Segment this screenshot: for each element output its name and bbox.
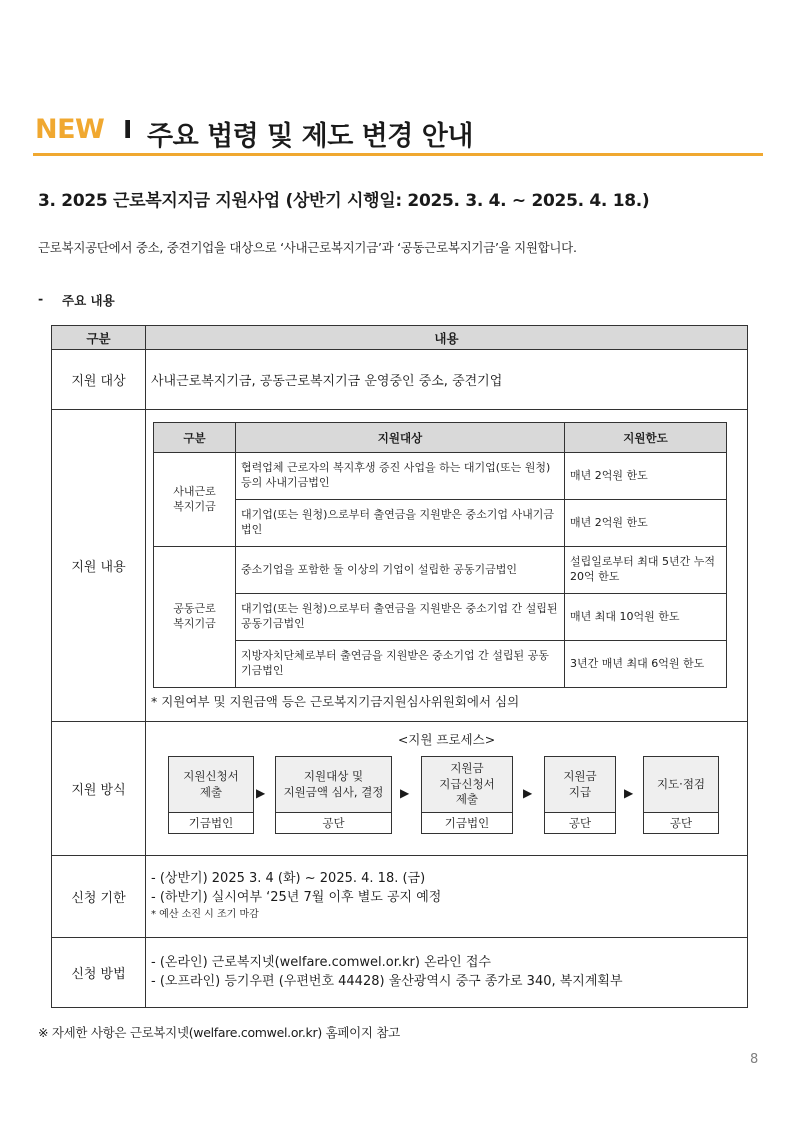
inner-header-limit: 지원한도 (565, 423, 727, 453)
step-text: 지도·점검 (656, 776, 706, 791)
group-name-line: 사내근로 (173, 484, 216, 498)
support-note: * 지원여부 및 지원금액 등은 근로복지기금지원심사위원회에서 심의 (151, 694, 520, 709)
limit-cell: 설립일로부터 최대 5년간 누적 20억 한도 (565, 547, 727, 594)
inner-header-target: 지원대상 (236, 423, 565, 453)
step-text: 지원금 (450, 761, 484, 776)
process-step (168, 756, 254, 834)
header-category: 구분 (52, 326, 146, 350)
arrow-right-icon: ▶ (624, 786, 634, 800)
step-actor: 기금법인 (444, 816, 490, 830)
arrow-right-icon: ▶ (523, 786, 533, 800)
target-label: 지원 대상 (52, 350, 146, 410)
step-actor: 공단 (322, 816, 345, 830)
group-name-line: 복지기금 (173, 499, 216, 513)
header-content: 내용 (146, 326, 748, 350)
support-content-label: 지원 내용 (52, 410, 146, 722)
support-content-cell (146, 410, 748, 722)
target-cell: 대기업(또는 원청)으로부터 출연금을 지원받은 중소기업 간 설립된 공동기금법인 (236, 594, 565, 641)
process-step (275, 756, 392, 834)
page-title: 주요 법령 및 제도 변경 안내 (147, 121, 473, 152)
target-content: 사내근로복지기금, 공동근로복지기금 운영중인 중소, 중견기업 (146, 350, 748, 410)
method-cell (146, 722, 748, 856)
table-row (154, 547, 727, 594)
limit-cell: 매년 최대 10억원 한도 (565, 594, 727, 641)
apply-label: 신청 방법 (52, 938, 146, 1008)
step-text: 지원신청서 (183, 768, 239, 783)
apply-offline: - (오프라인) 등기우편 (우편번호 44428) 울산광역시 중구 종가로 340, 복지계획부 (151, 973, 623, 989)
deadline-note: * 예산 소진 시 조기 마감 (151, 909, 259, 921)
apply-online: - (온라인) 근로복지넷(welfare.comwel.or.kr) 온라인 접수 (151, 954, 491, 970)
process-step (421, 756, 513, 834)
step-text: 제출 (199, 784, 223, 799)
arrow-right-icon: ▶ (400, 786, 410, 800)
target-cell: 지방자치단체로부터 출연금을 지원받은 중소기업 간 설립된 공동기금법인 (236, 641, 565, 688)
bullet-label: 주요 내용 (62, 293, 115, 308)
group-in-house-fund (154, 453, 236, 547)
step-text: 지급 (568, 784, 592, 799)
inner-header-category: 구분 (154, 423, 236, 453)
step-actor: 기금법인 (188, 816, 234, 830)
arrow-right-icon: ▶ (256, 786, 266, 800)
step-text: 지원대상 및 (303, 768, 364, 783)
group-name-line: 공동근로 (173, 602, 216, 616)
page-number: 8 (750, 1052, 759, 1067)
process-step (643, 756, 719, 834)
bullet-dash: - (38, 291, 44, 306)
main-table (51, 325, 748, 1008)
process-flow (146, 756, 747, 836)
intro-text: 근로복지공단에서 중소, 중견기업을 대상으로 ‘사내근로복지기금’과 ‘공동근로복지기금’을 지원합니다. (38, 240, 577, 255)
process-step (544, 756, 616, 834)
method-label: 지원 방식 (52, 722, 146, 856)
section-title: 3. 2025 근로복지지금 지원사업 (상반기 시행일: 2025. 3. 4. ~ 2025. 4. 18.) (38, 191, 650, 211)
table-row (154, 500, 727, 547)
deadline-second-half: - (하반기) 실시여부 ‘25년 7월 이후 별도 공지 예정 (151, 890, 442, 906)
table-row (154, 453, 727, 500)
step-text: 지급신청서 (439, 776, 495, 791)
step-text: 제출 (455, 792, 479, 807)
limit-cell: 매년 2억원 한도 (565, 453, 727, 500)
step-actor: 공단 (669, 816, 693, 830)
limit-cell: 매년 2억원 한도 (565, 500, 727, 547)
apply-cell (146, 938, 748, 1008)
step-text: 지원금액 심사, 결정 (283, 784, 384, 799)
target-cell: 대기업(또는 원청)으로부터 출연금을 지원받은 중소기업 사내기금법인 (236, 500, 565, 547)
target-cell: 중소기업을 포함한 둘 이상의 기업이 설립한 공동기금법인 (236, 547, 565, 594)
support-detail-table (153, 422, 727, 688)
group-name-line: 복지기금 (173, 617, 216, 630)
limit-cell: 3년간 매년 최대 6억원 한도 (565, 641, 727, 688)
deadline-first-half: - (상반기) 2025 3. 4 (화) ~ 2025. 4. 18. (금) (151, 871, 426, 887)
page-header (33, 114, 763, 156)
step-text: 지원금 (563, 768, 597, 783)
step-actor: 공단 (568, 816, 592, 830)
process-title: <지원 프로세스> (397, 732, 496, 747)
new-label: NEW (35, 114, 105, 145)
group-joint-fund (154, 547, 236, 688)
table-row (154, 594, 727, 641)
deadline-cell (146, 856, 748, 938)
deadline-label: 신청 기한 (52, 856, 146, 938)
header-separator: I (123, 115, 133, 144)
footnote: ※ 자세한 사항은 근로복지넷(welfare.comwel.or.kr) 홈페이지 참고 (38, 1025, 400, 1040)
table-row (154, 641, 727, 688)
target-cell: 협력업체 근로자의 복지후생 증진 사업을 하는 대기업(또는 원청) 등의 사내기금법인 (236, 453, 565, 500)
